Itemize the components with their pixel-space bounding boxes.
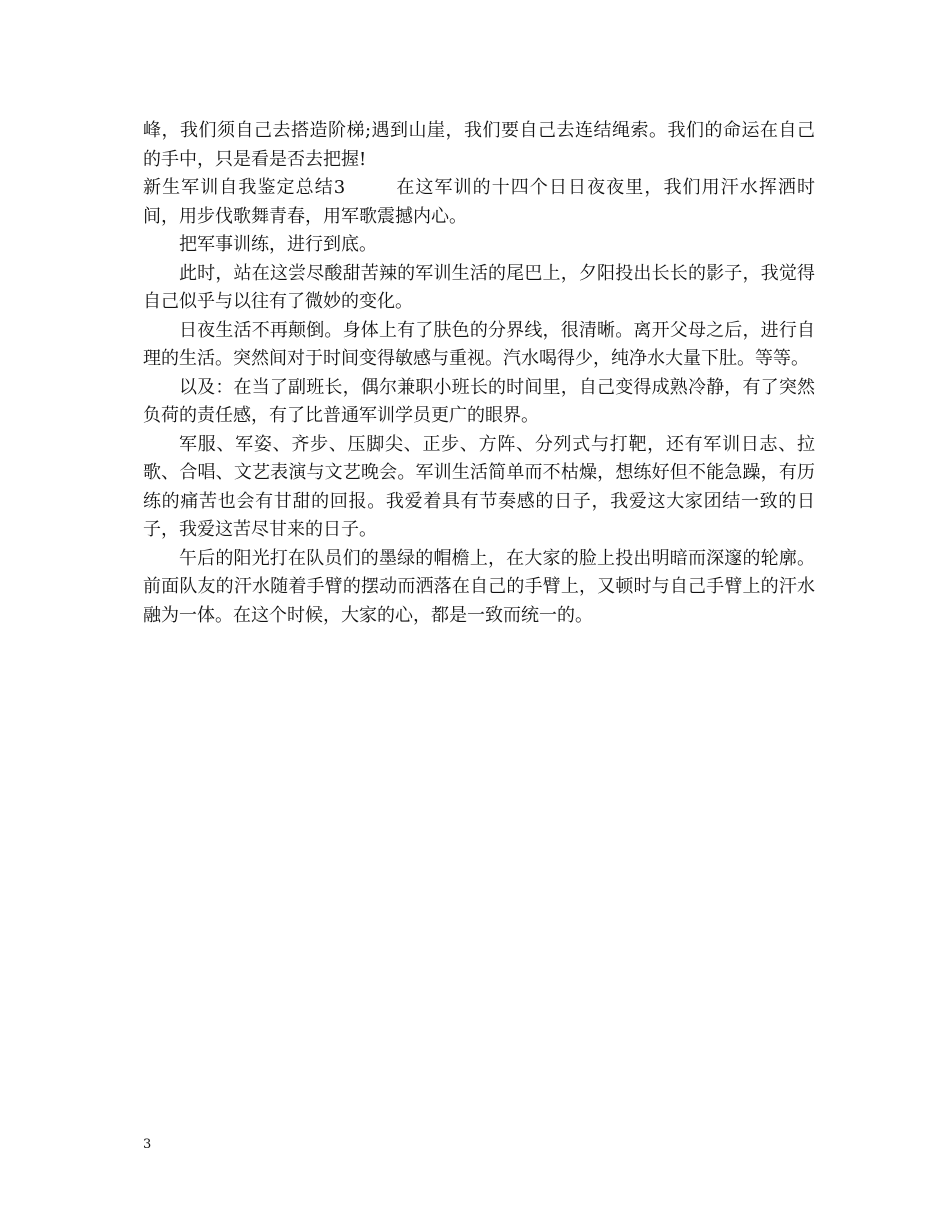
paragraph: 日夜生活不再颠倒。身体上有了肤色的分界线，很清晰。离开父母之后，进行自理的生活。突然间对于时间变得敏感与重视。汽水喝得少，纯净水大量下肚。等等。: [143, 319, 815, 369]
paragraph: 此时，站在这尝尽酸甜苦辣的军训生活的尾巴上，夕阳投出长长的影子，我觉得自己似乎与以往有了微妙的变化。: [143, 262, 815, 312]
page-number: 3: [143, 1137, 152, 1152]
paragraph: 把军事训练，进行到底。: [179, 234, 377, 255]
paragraph: 以及：在当了副班长，偶尔兼职小班长的时间里，自己变得成熟冷静，有了突然负荷的责任感，有了比普通军训学员更广的眼界。: [143, 376, 815, 426]
section-lead-text: 在这军训的十四个日日夜夜里，我们用汗水挥洒时间，用步伐歌舞青春，用军歌震撼内心。: [143, 177, 815, 227]
paragraph: 午后的阳光打在队员们的墨绿的帽檐上，在大家的脸上投出明暗而深邃的轮廓。前面队友的汗水随着手臂的摆动而洒落在自己的手臂上，又顿时与自己手臂上的汗水融为一体。在这个时候，大家的心，都是一致而统一的。: [143, 547, 815, 626]
document-body: [143, 117, 815, 630]
section-heading-paragraph: [143, 174, 815, 231]
paragraph-continuation: 峰，我们须自己去搭造阶梯;遇到山崖，我们要自己去连结绳索。我们的命运在自己的手中，只是看是否去把握!: [143, 120, 815, 170]
section-heading: 新生军训自我鉴定总结3: [143, 177, 346, 198]
paragraph: 军服、军姿、齐步、压脚尖、正步、方阵、分列式与打靶，还有军训日志、拉歌、合唱、文艺表演与文艺晚会。军训生活简单而不枯燥，想练好但不能急躁，有历练的痛苦也会有甘甜的回报。我爱着具有节奏感的日子，我爱这大家团结一致的日子，我爱这苦尽甘来的日子。: [143, 433, 815, 540]
